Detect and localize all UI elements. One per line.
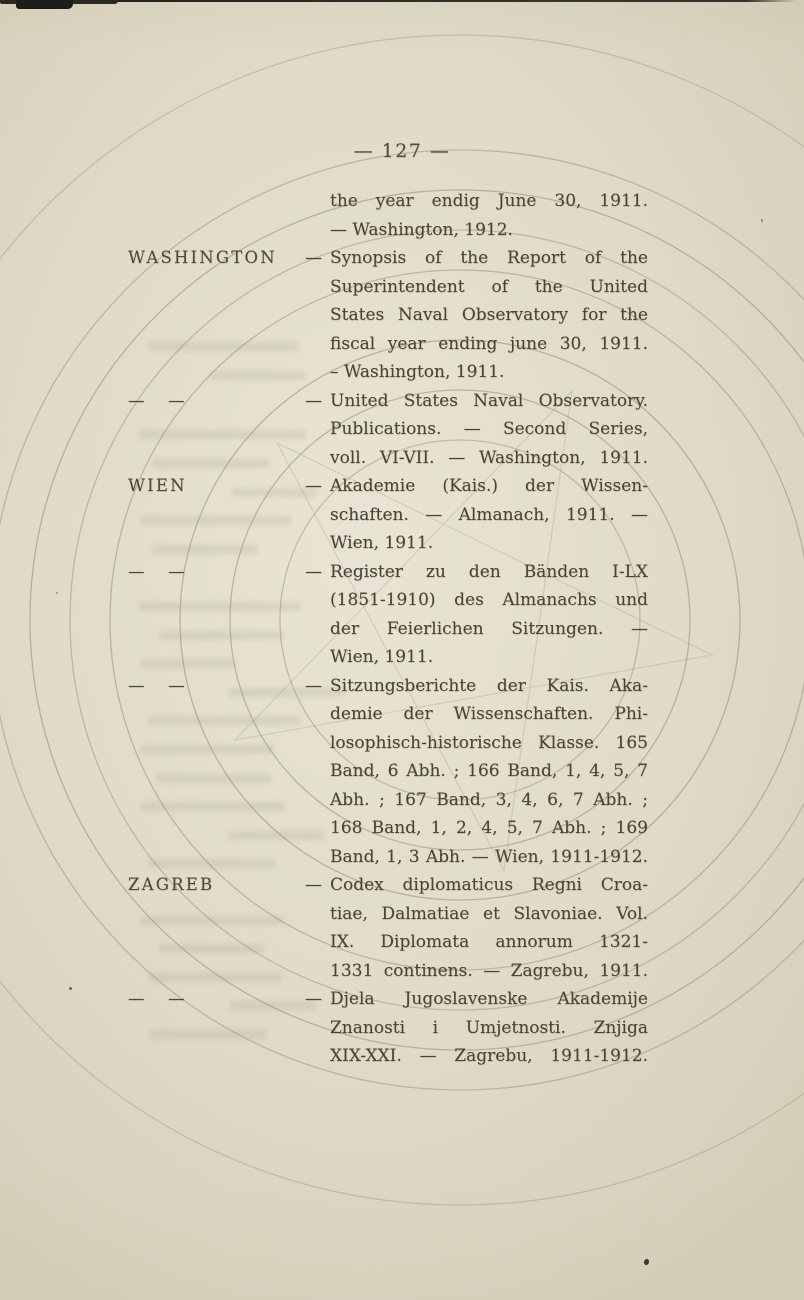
city-label (128, 1042, 305, 1071)
bibliography-list (128, 187, 648, 1071)
bib-line: Band, 6 Abh. ; 166 Band, 1, 4, 5, 7 (330, 761, 648, 781)
entry-dash: — (305, 875, 322, 895)
bib-line: Wien, 1911. (330, 533, 434, 553)
ink-speck (56, 592, 58, 594)
entry-dash (305, 843, 330, 872)
entry-dash (305, 330, 330, 359)
city-label (128, 358, 305, 387)
bib-line: 168 Band, 1, 2, 4, 5, 7 Abh. ; 169 (330, 818, 648, 838)
bib-row (128, 501, 648, 530)
city-label (128, 187, 305, 216)
bib-line: tiae, Dalmatiae et Slavoniae. Vol. (330, 903, 648, 924)
entry-dash (305, 501, 330, 530)
bib-line: losophisch-historische Klasse. 165 (330, 732, 648, 753)
bib-line: States Naval Observatory for the (330, 305, 648, 325)
bib-row (128, 1014, 648, 1043)
city-label (128, 700, 305, 729)
city-label (128, 900, 305, 929)
scan-edge-artifact (16, 0, 73, 9)
bib-row (128, 985, 648, 1014)
entry-dash: — (305, 675, 322, 696)
bib-row (128, 1042, 648, 1071)
bib-row (128, 472, 648, 501)
entry-dash (305, 529, 330, 558)
entry-dash (305, 216, 330, 245)
bib-row (128, 843, 648, 872)
bib-line: United States Naval Observatory. (330, 390, 648, 411)
bib-line: Sitzungsberichte der Kais. Aka- (330, 675, 648, 696)
bib-row (128, 187, 648, 216)
city-label (128, 928, 305, 957)
bib-row (128, 586, 648, 615)
bib-row (128, 900, 648, 929)
entry-dash (305, 273, 330, 302)
bib-row (128, 273, 648, 302)
city-label (128, 757, 305, 786)
bib-line: Register zu den Bänden I-LX (330, 561, 648, 582)
bib-line: Abh. ; 167 Band, 3, 4, 6, 7 Abh. ; (330, 789, 648, 810)
city-label (128, 529, 305, 558)
entry-dash: — (305, 561, 322, 582)
city-label (128, 301, 305, 330)
city-label (128, 330, 305, 359)
entry-dash (305, 729, 330, 758)
bib-row (128, 444, 648, 473)
bib-row (128, 216, 648, 245)
entry-dash (305, 928, 330, 957)
bib-row (128, 957, 648, 986)
entry-dash (305, 301, 330, 330)
entry-dash (305, 444, 330, 473)
entry-dash (305, 1014, 330, 1043)
entry-dash (305, 415, 330, 444)
entry-dash (305, 586, 330, 615)
city-label (128, 501, 305, 530)
bib-row (128, 928, 648, 957)
page-number: — 127 — (353, 140, 451, 162)
city-label (128, 786, 305, 815)
city-label (128, 415, 305, 444)
entry-dash (305, 643, 330, 672)
bib-row (128, 529, 648, 558)
city-label: WIEN (128, 476, 187, 495)
entry-dash (305, 615, 330, 644)
entry-dash (305, 814, 330, 843)
bib-row (128, 558, 648, 587)
city-label: — — (128, 675, 187, 695)
bib-line: Codex diplomaticus Regni Croa- (330, 875, 648, 895)
entry-dash (305, 700, 330, 729)
entry-dash: — (305, 989, 322, 1009)
bib-row (128, 301, 648, 330)
bib-line: Wien, 1911. (330, 647, 434, 667)
bib-line: – Washington, 1911. (330, 362, 505, 382)
bib-line: IX. Diplomata annorum 1321- (330, 932, 648, 952)
bib-row (128, 387, 648, 416)
city-label (128, 1014, 305, 1043)
entry-dash (305, 957, 330, 986)
city-label: — — (128, 561, 187, 581)
bib-row (128, 415, 648, 444)
bib-line: Akademie (Kais.) der Wissen- (330, 476, 648, 496)
entry-dash (305, 757, 330, 786)
bib-row (128, 358, 648, 387)
bib-line: the year endig June 30, 1911. (330, 191, 648, 211)
city-label (128, 643, 305, 672)
city-label (128, 444, 305, 473)
city-label (128, 957, 305, 986)
bib-row (128, 871, 648, 900)
bib-row (128, 814, 648, 843)
bib-row (128, 615, 648, 644)
bib-row (128, 729, 648, 758)
entry-dash (305, 786, 330, 815)
bib-line: Synopsis of the Report of the (330, 248, 648, 268)
city-label: — — (128, 989, 187, 1008)
entry-dash: — (305, 248, 322, 268)
city-label: — — (128, 390, 187, 410)
bib-line: Superintendent of the United (330, 276, 648, 297)
entry-dash (305, 900, 330, 929)
bib-row (128, 330, 648, 359)
bib-line: der Feierlichen Sitzungen. — (330, 618, 648, 639)
scan-edge-artifact (0, 0, 804, 2)
entry-dash: — (305, 476, 322, 496)
bib-line: XIX-XXI. — Zagrebu, 1911-1912. (330, 1046, 648, 1066)
bib-row (128, 757, 648, 786)
bib-line: Publications. — Second Series, (330, 419, 648, 439)
bib-line: voll. VI-VII. — Washington, 1911. (330, 447, 648, 468)
bib-line: fiscal year ending june 30, 1911. (330, 333, 648, 354)
city-label (128, 843, 305, 872)
city-label: ZAGREB (128, 875, 215, 894)
bib-row (128, 786, 648, 815)
bib-line: demie der Wissenschaften. Phi- (330, 704, 648, 724)
bib-line: (1851-1910) des Almanachs und (330, 590, 648, 610)
city-label (128, 273, 305, 302)
entry-dash (305, 358, 330, 387)
bib-line: 1331 continens. — Zagrebu, 1911. (330, 960, 648, 981)
city-label (128, 729, 305, 758)
entry-dash (305, 1042, 330, 1071)
ink-speck (761, 219, 763, 222)
city-label: WASHINGTON (128, 248, 277, 267)
bib-line: schaften. — Almanach, 1911. — (330, 504, 648, 525)
entry-dash: — (305, 390, 322, 411)
bib-line: Znanosti i Umjetnosti. Znjiga (330, 1017, 648, 1038)
bib-line: Band, 1, 3 Abh. — Wien, 1911-1912. (330, 846, 648, 867)
city-label (128, 814, 305, 843)
bib-row (128, 244, 648, 273)
bib-line: Djela Jugoslavenske Akademije (330, 989, 648, 1009)
city-label (128, 586, 305, 615)
ink-speck (69, 987, 72, 990)
bib-row (128, 672, 648, 701)
city-label (128, 216, 305, 245)
entry-dash (305, 187, 330, 216)
bib-line: — Washington, 1912. (330, 219, 513, 240)
bib-row (128, 700, 648, 729)
city-label (128, 615, 305, 644)
bib-row (128, 643, 648, 672)
